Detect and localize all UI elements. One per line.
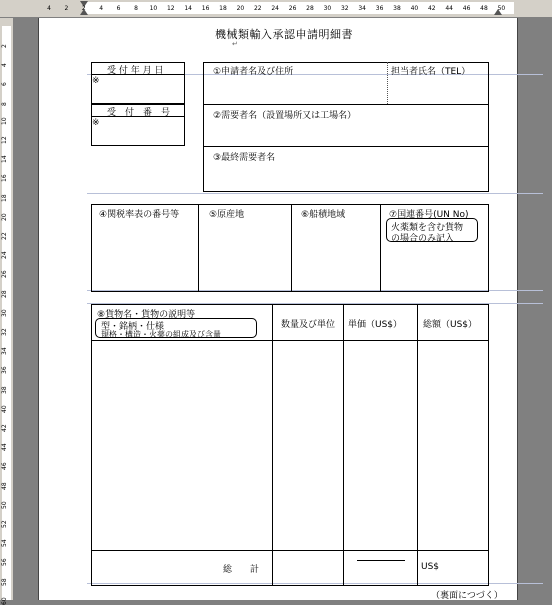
ruler-tick-label: 4: [1, 63, 8, 68]
col-divider: [198, 204, 199, 292]
applicant-block[interactable]: [203, 62, 489, 192]
ruler-tick-label: 26: [1, 270, 8, 279]
ruler-tick-label: 6: [116, 5, 121, 12]
usd-label: US$: [421, 562, 440, 572]
col-divider: [291, 204, 292, 292]
ruler-tick-label: 18: [219, 5, 227, 12]
ruler-tick-label: 10: [1, 117, 8, 125]
ruler-tick-label: 16: [201, 5, 210, 12]
ruler-tick-label: 50: [497, 5, 506, 12]
ruler-tick-label: 34: [358, 5, 367, 12]
ruler-tick-label: 44: [445, 5, 454, 12]
ruler-tick-label: 26: [288, 5, 297, 12]
goods-sub-line1: 型・銘柄・仕様: [101, 322, 165, 332]
ruler-tick-label: 38: [393, 5, 401, 12]
vertical-ruler[interactable]: [0, 18, 14, 605]
ruler-tick-label: 14: [1, 155, 8, 164]
goods-label: ⑧貨物名・貨物の説明等: [97, 310, 196, 320]
ruler-tick-label: 44: [1, 443, 8, 452]
ruler-tick-label: 2: [81, 5, 86, 12]
paragraph-mark: ↵: [232, 40, 238, 48]
shipping-label: ⑥船積地域: [301, 210, 346, 220]
ruler-tick-label: 8: [1, 101, 8, 106]
contact-divider: [387, 62, 388, 104]
header-divider: [91, 340, 489, 341]
quantity-label: 数量及び単位: [281, 320, 336, 330]
ruler-tick-label: 16: [1, 174, 8, 183]
un-note-line2: の場合のみ記入: [391, 234, 455, 244]
document-page[interactable]: [38, 18, 518, 600]
ruler-tick-label: 32: [340, 5, 349, 12]
goods-table[interactable]: [91, 304, 489, 586]
consumer-label: ②需要者名（設置場所又は工場名）: [213, 111, 357, 121]
ruler-tick-label: 46: [462, 5, 471, 12]
receipt-date-note: ※: [92, 76, 100, 86]
contact-label: 担当者氏名（TEL）: [391, 67, 471, 77]
grid-line: [87, 193, 543, 194]
ruler-tick-label: 12: [166, 5, 175, 12]
ruler-tick-label: 50: [1, 501, 8, 509]
goods-sub-line2: 規格・構造・火薬の組成及び含量: [101, 330, 221, 339]
applicant-label: ①申請者名及び住所: [213, 67, 294, 77]
ruler-tick-label: 10: [149, 5, 158, 12]
ruler-tick-label: 24: [1, 251, 8, 260]
final-consumer-label: ③最終需要者名: [213, 153, 276, 163]
ruler-tick-label: 36: [1, 366, 8, 375]
un-number-label: ⑦国連番号(UN No): [389, 210, 469, 220]
ruler-tick-label: 28: [1, 289, 8, 298]
un-note-line1: 火薬類を含む貨物: [391, 223, 464, 233]
unit-price-label: 単価（US$）: [348, 320, 403, 330]
tariff-label: ④関税率表の番号等: [99, 210, 180, 220]
grand-total-label: 総 計: [223, 565, 260, 575]
receipt-number-label: 受 付 番 号: [107, 108, 171, 118]
ruler-tick-label: 2: [64, 5, 69, 12]
ruler-tick-label: 36: [375, 5, 384, 12]
col-divider: [380, 204, 381, 292]
ruler-tick-label: 24: [271, 5, 280, 12]
ruler-tick-label: 4: [47, 5, 51, 12]
ruler-tick-label: 40: [1, 405, 8, 413]
ruler-tick-label: 30: [323, 5, 332, 12]
ruler-tick-label: 34: [1, 347, 8, 356]
ruler-tick-label: 60: [1, 597, 8, 605]
ruler-tick-label: 22: [1, 232, 8, 240]
receipt-date-label: 受 付 年 月 日: [107, 66, 164, 76]
ruler-tick-label: 32: [1, 328, 8, 336]
ruler-tick-label: 42: [1, 424, 8, 432]
ruler-tick-label: 38: [1, 385, 8, 394]
total-divider: [91, 550, 489, 551]
ruler-tick-label: 12: [1, 136, 8, 144]
ruler-tick-label: 52: [1, 520, 8, 528]
ruler-tick-label: 8: [134, 5, 138, 12]
ruler-tick-label: 48: [480, 5, 488, 12]
ruler-tick-label: 20: [236, 5, 245, 12]
continue-label: （裏面につづく）: [431, 591, 503, 601]
receipt-number-note: ※: [92, 118, 100, 128]
ruler-tick-label: 20: [1, 213, 8, 221]
col-divider: [343, 304, 344, 586]
ruler-tick-label: 42: [427, 5, 436, 12]
ruler-tick-label: 58: [1, 577, 8, 586]
ruler-tick-label: 14: [184, 5, 193, 12]
col-divider: [272, 304, 273, 586]
ruler-tick-label: 6: [1, 82, 8, 87]
ruler-tick-label: 30: [1, 309, 8, 317]
col-divider: [417, 304, 418, 586]
ruler-tick-label: 54: [1, 539, 8, 548]
horizontal-ruler[interactable]: [0, 0, 552, 18]
ruler-tick-label: 56: [1, 558, 8, 567]
total-amount-label: 総額（US$）: [423, 320, 478, 330]
origin-label: ⑤原産地: [209, 210, 245, 220]
ruler-tick-label: 18: [1, 193, 8, 202]
ruler-tick-label: 48: [1, 481, 8, 490]
unit-price-blank-line: [357, 560, 405, 561]
ruler-tick-label: 4: [99, 5, 104, 12]
divider: [203, 146, 489, 147]
ruler-tick-label: 22: [253, 5, 262, 12]
ruler-tick-label: 40: [410, 5, 419, 12]
ruler-tick-label: 2: [1, 44, 8, 48]
ruler-tick-label: 28: [306, 5, 314, 12]
divider: [203, 104, 489, 105]
ruler-tick-label: 46: [1, 462, 8, 471]
document-title: 機械類輸入承認申請明細書: [215, 28, 353, 41]
